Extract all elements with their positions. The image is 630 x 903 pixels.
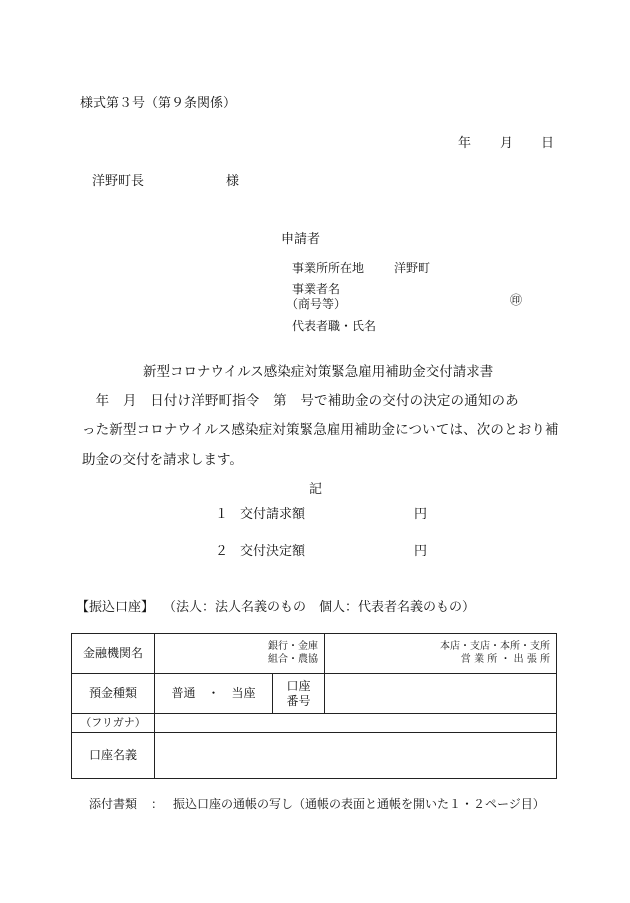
form-number: 様式第３号（第９条関係） xyxy=(80,96,237,111)
applicant-label: 申請者 xyxy=(281,232,321,247)
item-1-unit: 円 xyxy=(414,507,428,522)
addressee-name: 洋野町長 xyxy=(92,174,145,189)
bank-types-cell[interactable] xyxy=(155,634,325,674)
deposit-row xyxy=(72,674,557,714)
transfer-note: （法人：法人名義のもの 個人：代表者名義のもの） xyxy=(163,600,476,615)
bank-types-line-2: 組合・農協 xyxy=(268,653,318,665)
branch-types-line-1: 本店・支店・本所・支所 xyxy=(440,641,550,652)
furigana-row xyxy=(72,714,557,733)
account-number-label xyxy=(273,674,325,714)
addressee-honorific: 様 xyxy=(226,174,240,189)
address-value: 洋野町 xyxy=(394,261,431,275)
attachment-label: 添付書類 xyxy=(89,797,138,811)
institution-row xyxy=(72,634,557,674)
deposit-type-label: 預金種類 xyxy=(72,674,155,714)
ki-mark: 記 xyxy=(309,482,323,497)
trade-name-label: （商号等） xyxy=(286,297,347,311)
attachment-value: 振込口座の通帳の写し（通帳の表面と通帳を開いた１・２ページ目） xyxy=(173,797,545,811)
body-line-3: 助金の交付を請求します。 xyxy=(82,452,243,468)
date-day: 日 xyxy=(541,136,555,151)
body-line-1: 年 月 日付け洋野町指令 第 号で補助金の交付の決定の通知のあ xyxy=(82,393,519,409)
account-number-label-line-1: 口座 xyxy=(286,678,311,693)
date-year: 年 xyxy=(458,136,472,151)
representative-label: 代表者職・氏名 xyxy=(292,319,377,333)
address-label: 事業所所在地 xyxy=(292,261,365,275)
account-name-field[interactable] xyxy=(155,733,557,779)
account-number-cells[interactable] xyxy=(325,674,557,714)
item-2-number: ２ xyxy=(215,544,229,559)
business-name-label: 事業者名 xyxy=(292,282,341,296)
branch-types-line-2: 営 業 所 ・ 出 張 所 xyxy=(460,653,550,665)
item-2-label: 交付決定額 xyxy=(240,544,306,559)
seal-mark: ㊞ xyxy=(510,293,523,307)
institution-label: 金融機関名 xyxy=(72,634,155,674)
furigana-field[interactable] xyxy=(155,714,557,733)
document-title: 新型コロナウイルス感染症対策緊急雇用補助金交付請求書 xyxy=(143,364,494,380)
bank-account-table xyxy=(71,633,557,779)
deposit-type-options[interactable]: 普通 ・ 当座 xyxy=(155,674,273,714)
body-line-2: った新型コロナウイルス感染症対策緊急雇用補助金については、次のとおり補 xyxy=(82,422,559,438)
branch-types-cell[interactable] xyxy=(325,634,557,674)
attachment-colon: ： xyxy=(151,797,164,811)
account-name-label: 口座名義 xyxy=(72,733,155,779)
item-1-number: １ xyxy=(215,507,229,522)
date-month: 月 xyxy=(500,136,514,151)
furigana-label: （フリガナ） xyxy=(72,714,155,733)
item-2-unit: 円 xyxy=(414,544,428,559)
bank-types-line-1: 銀行・金庫 xyxy=(268,641,318,652)
account-name-row xyxy=(72,733,557,779)
transfer-heading: 【振込口座】 xyxy=(76,600,155,615)
account-number-label-line-2: 番号 xyxy=(286,693,311,708)
item-1-label: 交付請求額 xyxy=(240,507,306,522)
